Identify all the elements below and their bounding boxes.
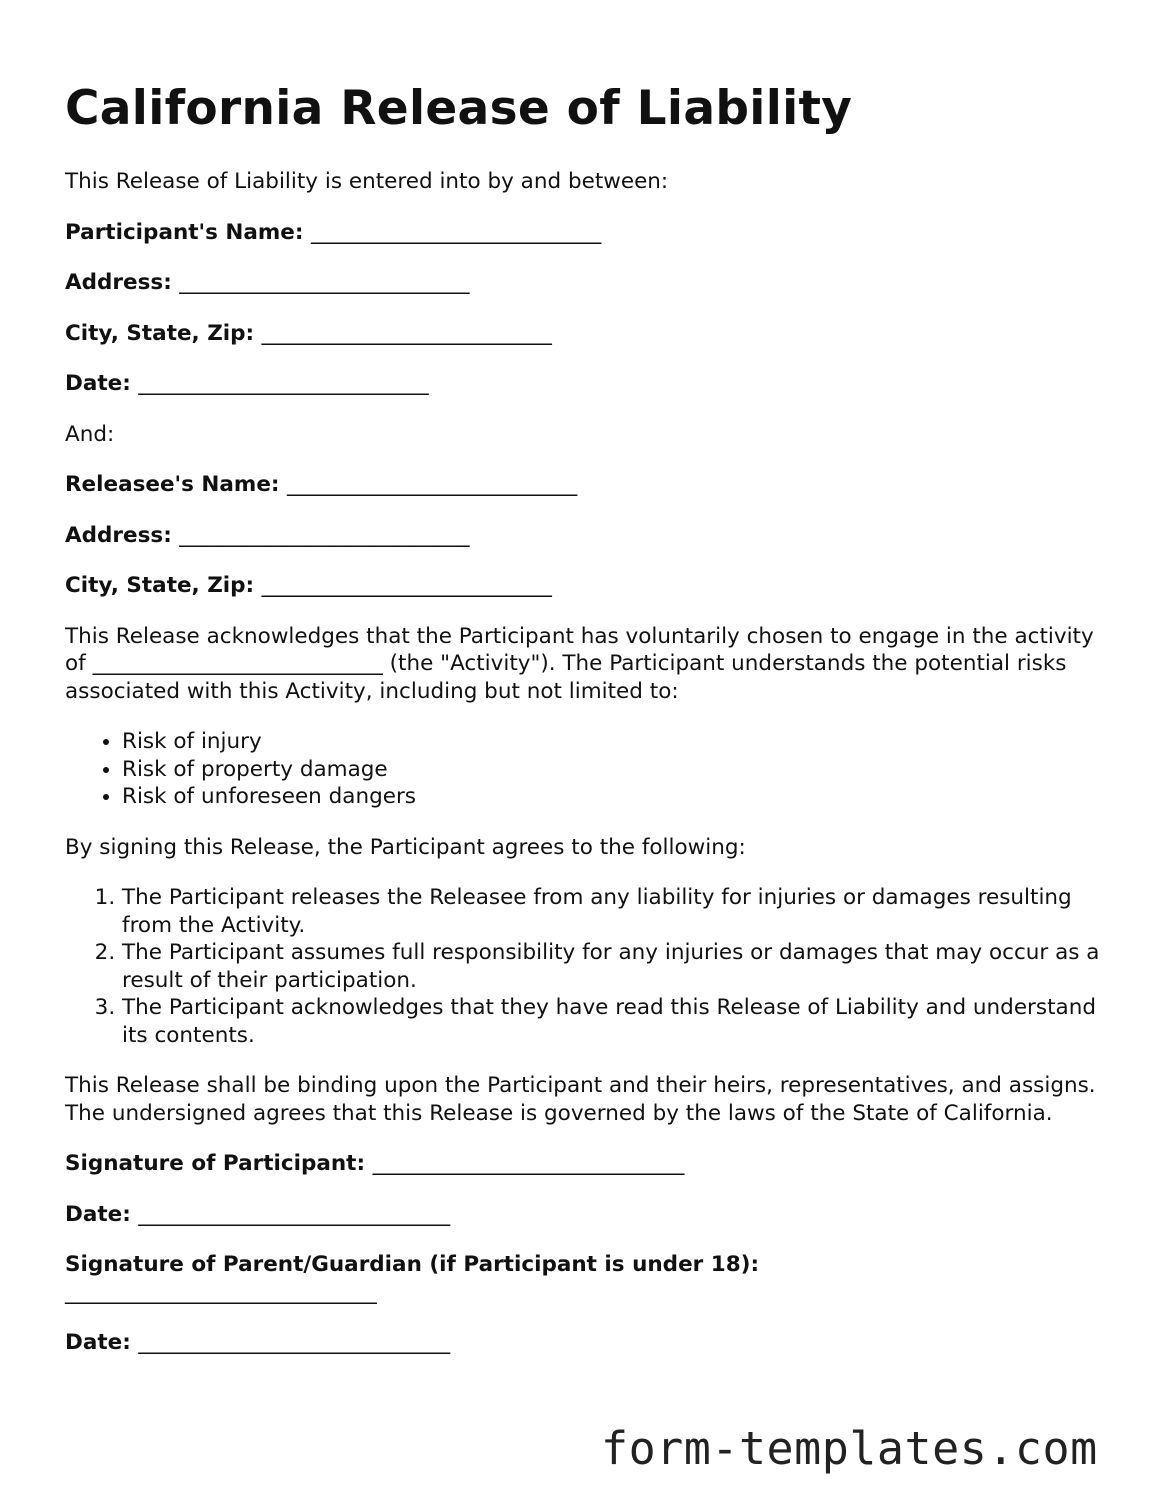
- releasee-city-blank[interactable]: ___________________________: [261, 573, 552, 598]
- participant-city-blank[interactable]: ___________________________: [261, 320, 552, 346]
- binding-paragraph: This Release shall be binding upon the Participant and their heirs, representatives, and assigns. The undersigned agrees that this Release is governed by the laws of the State of California.: [65, 1073, 1096, 1126]
- participant-name-blank[interactable]: ___________________________: [310, 219, 602, 245]
- release-document: [65, 80, 1115, 1380]
- list-item: • Risk of unforeseen dangers: [122, 783, 1115, 811]
- signature-date-blank[interactable]: _____________________________: [138, 1201, 451, 1227]
- activity-paragraph: [65, 623, 1115, 706]
- releasee-address-blank[interactable]: ___________________________: [179, 522, 470, 548]
- participant-address-field: [65, 269, 1115, 297]
- activity-text-after: (the "Activity"). The Participant understands the potential risks associated with this Activity, including but not limited to:: [65, 651, 1067, 704]
- guardian-signature-blank[interactable]: _____________________________: [65, 1279, 377, 1305]
- guardian-date-field: [65, 1329, 1115, 1357]
- list-item: • Risk of injury: [122, 728, 1115, 756]
- agree-text: By signing this Release, the Participant agrees to the following:: [65, 834, 746, 860]
- intro-text: This Release of Liability is entered into by and between:: [65, 169, 669, 194]
- and-text: And:: [65, 421, 115, 447]
- participant-date-blank[interactable]: ___________________________: [138, 371, 429, 396]
- releasee-name-label: Releasee's Name:: [65, 472, 280, 497]
- releasee-address-label: Address:: [65, 522, 172, 548]
- signature-date-label: Date:: [65, 1201, 131, 1227]
- participant-date-field: [65, 370, 1115, 398]
- participant-date-label: Date:: [65, 371, 131, 396]
- list-item: • Risk of property damage: [122, 756, 1115, 784]
- participant-address-label: Address:: [65, 270, 172, 295]
- list-item: 1. The Participant releases the Releasee from any liability for injuries or damages resulting from the Activity.: [122, 884, 1115, 939]
- watermark-text: form-templates.com: [601, 1422, 1098, 1475]
- releasee-city-field: [65, 572, 1115, 600]
- participant-name-field: [65, 219, 1115, 247]
- list-item: 3. The Participant acknowledges that they have read this Release of Liability and understand its contents.: [122, 994, 1115, 1049]
- releasee-name-blank[interactable]: ___________________________: [287, 472, 578, 497]
- guardian-signature-label: Signature of Parent/Guardian (if Participant is under 18):: [65, 1252, 760, 1277]
- terms-list: [65, 884, 1115, 1049]
- participant-signature-blank[interactable]: _____________________________: [372, 1151, 685, 1176]
- participant-city-label: City, State, Zip:: [65, 320, 255, 346]
- releasee-city-label: City, State, Zip:: [65, 573, 255, 598]
- activity-text-before: This Release acknowledges that the Participant has voluntarily chosen to engage in the activity of: [65, 623, 1094, 676]
- risk-list: [65, 728, 1115, 811]
- participant-address-blank[interactable]: ___________________________: [179, 270, 470, 295]
- releasee-name-field: [65, 471, 1115, 499]
- participant-signature-label: Signature of Participant:: [65, 1151, 366, 1176]
- activity-blank[interactable]: ___________________________: [92, 651, 383, 676]
- participant-name-label: Participant's Name:: [65, 219, 304, 245]
- guardian-signature-field: [65, 1251, 1115, 1306]
- guardian-date-blank[interactable]: _____________________________: [138, 1330, 451, 1355]
- list-item: 2. The Participant assumes full responsibility for any injuries or damages that may occur as a result of their participation.: [122, 939, 1115, 994]
- releasee-address-field: [65, 522, 1115, 550]
- document-title: California Release of Liability: [65, 81, 853, 136]
- guardian-date-label: Date:: [65, 1330, 131, 1355]
- participant-city-field: [65, 320, 1115, 348]
- signature-date-field: [65, 1201, 1115, 1229]
- participant-signature-field: [65, 1150, 1115, 1178]
